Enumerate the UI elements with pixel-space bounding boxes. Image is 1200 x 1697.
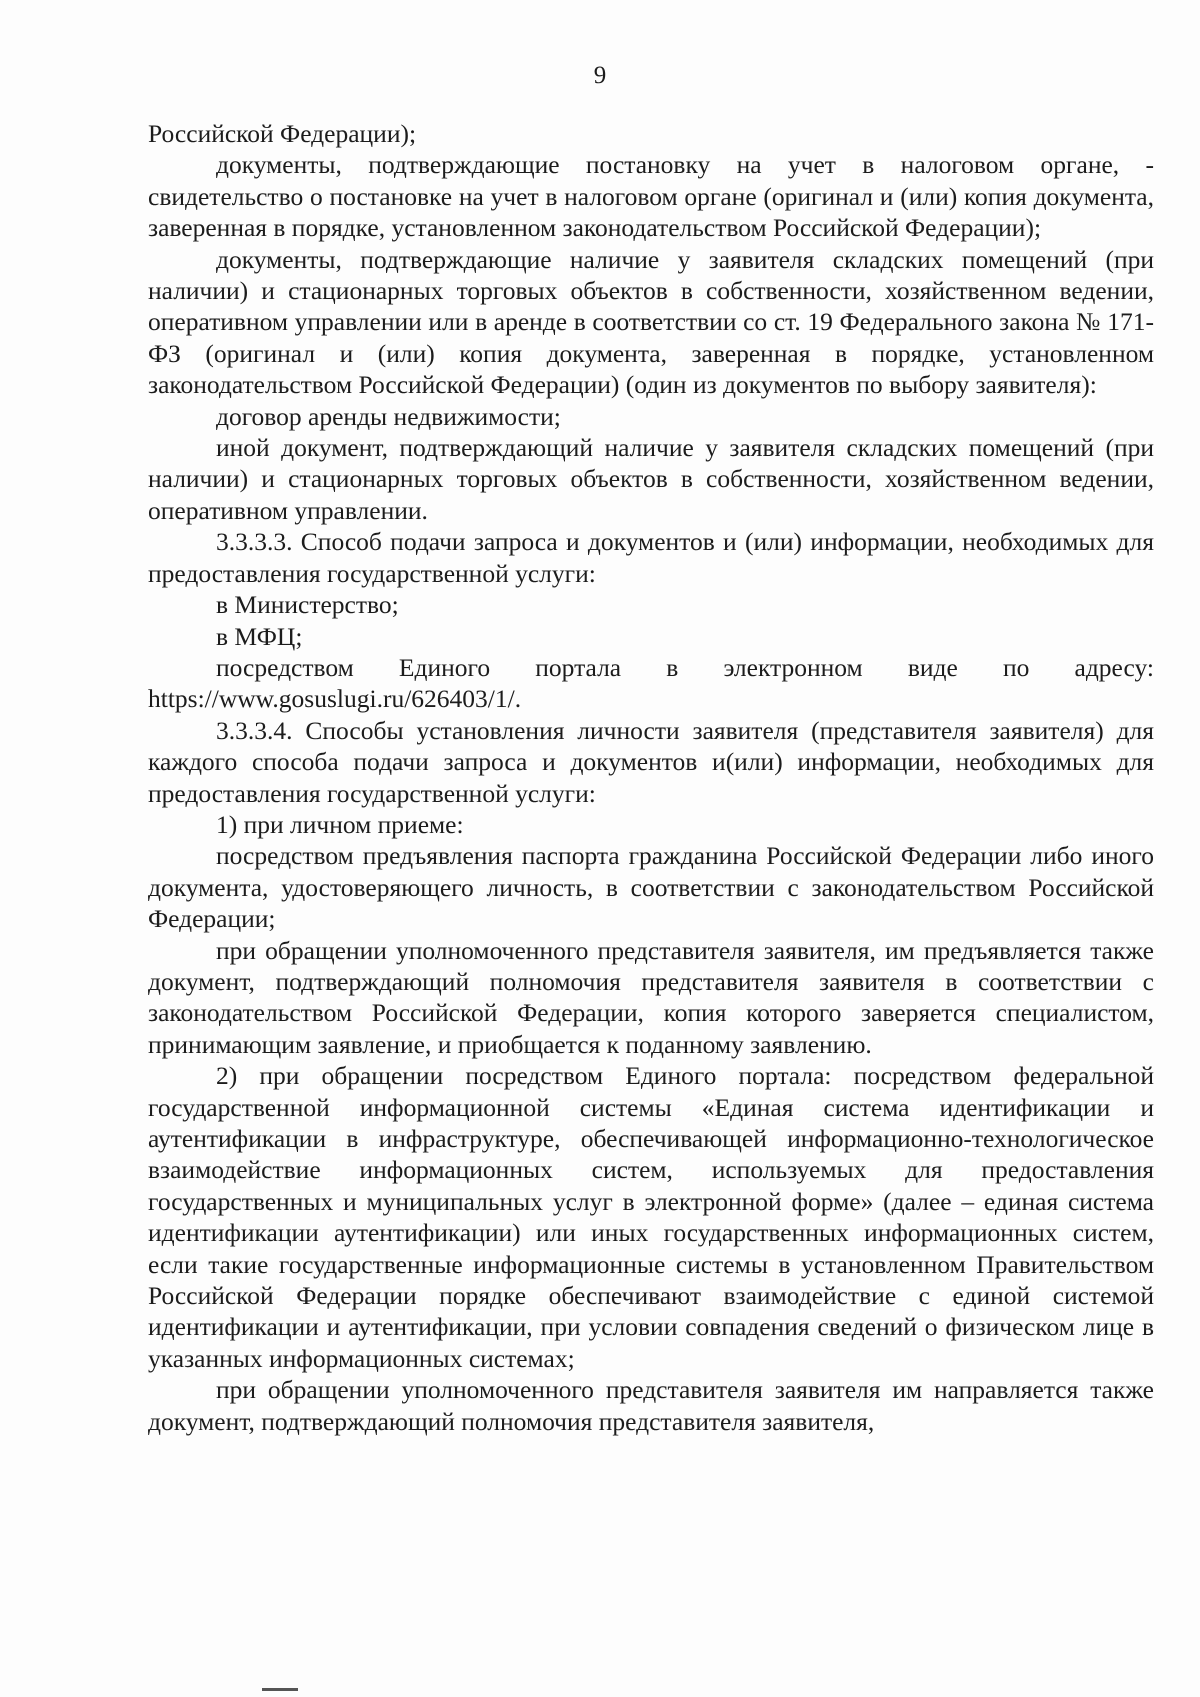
paragraph: 2) при обращении посредством Единого портала: посредством федеральной государственной информационной системы «Единая система идентификации и аутентификации в инфраструктуре, обеспечивающей информационно-технологическое взаимодействие информационных систем, используемых для предоставления государственных и муниципальных услуг в электронной форме» (далее – единая система идентификации аутентификации) или иных государственных информационных систем, если такие государственные информационные системы в установленном Правительством Российской Федерации порядке обеспечивают взаимодействие с единой системой идентификации и аутентификации, при условии совпадения сведений о физическом лице в указанных информационных системах; — [148, 1061, 1154, 1373]
paragraph: документы, подтверждающие наличие у заявителя складских помещений (при наличии) и стационарных торговых объектов в собственности, хозяйственном ведении, оперативном управлении или в аренде в соответствии со ст. 19 Федерального закона № 171-ФЗ (оригинал и (или) копия документа, заверенная в порядке, установленном законодательством Российской Федерации) (один из документов по выбору заявителя): — [148, 244, 1154, 400]
paragraph: договор аренды недвижимости; — [216, 401, 561, 431]
paragraph: иной документ, подтверждающий наличие у заявителя складских помещений (при наличии) и стационарных торговых объектов в собственности, хозяйственном ведении, оперативном управлении. — [148, 433, 1154, 525]
paragraph: в Министерство; — [216, 590, 399, 620]
paragraph: посредством Единого портала в электронном виде по адресу: https://www.gosuslugi.ru/626403/1/. — [148, 652, 1154, 714]
paragraph: Российской Федерации); — [148, 119, 417, 148]
paragraph: при обращении уполномоченного представителя заявителя, им предъявляется также документ, подтверждающий полномочия представителя заявителя в соответствии с законодательством Российской Федерации, копия которого заверяется специалистом, принимающим заявление, и приобщается к поданному заявлению. — [148, 935, 1154, 1059]
paragraph: при обращении уполномоченного представителя заявителя им направляется также документ, подтверждающий полномочия представителя заявителя, — [148, 1375, 1154, 1436]
paragraph: 3.3.3.4. Способы установления личности заявителя (представителя заявителя) для каждого способа подачи запроса и документов и(или) информации, необходимых для предоставления государственной услуги: — [148, 715, 1154, 808]
paragraph: 3.3.3.3. Способ подачи запроса и документов и (или) информации, необходимых для предоставления государственной услуги: — [148, 527, 1154, 588]
document-body — [148, 118, 1154, 1437]
paragraph: в МФЦ; — [216, 621, 303, 651]
paragraph: 1) при личном приеме: — [216, 809, 464, 839]
footer-fragment — [262, 1688, 298, 1691]
page-number: 9 — [593, 62, 607, 89]
paragraph: документы, подтверждающие постановку на учет в налоговом органе, - свидетельство о постановке на учет в налоговом органе (оригинал и (или) копия документа, заверенная в порядке, установленном законодательством Российской Федерации); — [148, 150, 1154, 243]
paragraph: посредством предъявления паспорта гражданина Российской Федерации либо иного документа, удостоверяющего личность, в соответствии с законодательством Российской Федерации; — [148, 841, 1154, 934]
